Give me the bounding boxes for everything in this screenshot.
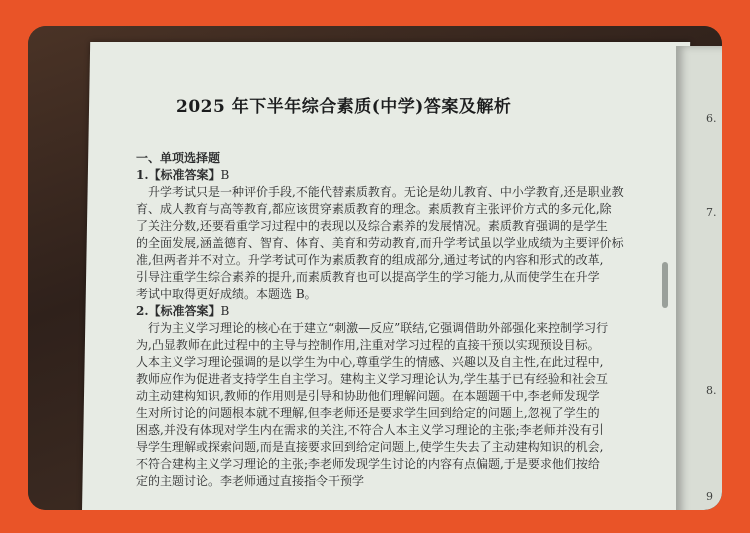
answer-line: 导学生理解或探索问题,而是直接要求回到给定问题上,使学生失去了主动建构知识的机会, bbox=[136, 440, 604, 454]
answer-label: 【标准答案】 bbox=[148, 304, 221, 318]
answer-line: 困惑,并没有体现对学生内在需求的关注,不符合人本主义学习理论的主张;李老师并没有引 bbox=[136, 423, 604, 437]
side-number: 6. bbox=[706, 112, 717, 125]
question-2-header bbox=[136, 303, 636, 320]
question-number: 2. bbox=[136, 304, 149, 318]
binding-clip bbox=[662, 262, 668, 308]
answer-line: 生对所讨论的问题根本就不理解,但李老师还是要求学生回到给定的问题上,忽视了学生的 bbox=[136, 406, 600, 420]
answer-line: 动主动建构知识,教师的作用则是引导和协助他们理解问题。在本题题干中,李老师发现学 bbox=[136, 389, 600, 403]
side-number: 7. bbox=[706, 206, 717, 219]
answer-line: 准,但两者并不对立。升学考试可作为素质教育的组成部分,通过考试的内容和形式的改革, bbox=[136, 253, 604, 267]
answer-line: 考试中取得更好成绩。本题选 B。 bbox=[136, 287, 317, 301]
answer-line: 为,凸显教师在此过程中的主导与控制作用,注重对学习过程的直接干预以实现预设目标。 bbox=[136, 338, 600, 352]
question-1-header bbox=[136, 167, 636, 184]
answer-line: 升学考试只是一种评价手段,不能代替素质教育。无论是幼儿教育、中小学教育,还是职业教 bbox=[148, 185, 624, 199]
side-number: 9 bbox=[706, 490, 713, 503]
answer-line: 育、成人教育与高等教育,都应该贯穿素质教育的理念。素质教育主张评价方式的多元化,除 bbox=[136, 202, 612, 216]
answer-line: 定的主题讨论。李老师通过直接指令干预学 bbox=[136, 474, 365, 488]
answer-line: 教师应作为促进者支持学生自主学习。建构主义学习理论认为,学生基于已有经验和社会互 bbox=[136, 372, 608, 386]
question-number: 1. bbox=[136, 168, 149, 182]
answer-line: 引导注重学生综合素养的提升,而素质教育也可以提高学生的学习能力,从而使学生在升学 bbox=[136, 270, 600, 284]
section-heading: 一、单项选择题 bbox=[136, 151, 221, 165]
side-number: 8. bbox=[706, 384, 717, 397]
answer-value: B bbox=[220, 304, 230, 318]
answer-line: 人本主义学习理论强调的是以学生为中心,尊重学生的情感、兴趣以及自主性,在此过程中, bbox=[136, 355, 604, 369]
answer-line: 的全面发展,涵盖德育、智育、体育、美育和劳动教育,而升学考试虽以学业成绩为主要评价标 bbox=[136, 236, 624, 250]
answer-value: B bbox=[220, 168, 230, 182]
answer-body bbox=[136, 150, 636, 490]
answer-line: 行为主义学习理论的核心在于建立“刺激—反应”联结,它强调借助外部强化来控制学习行 bbox=[148, 321, 609, 335]
answer-line: 不符合建构主义学习理论的主张;李老师发现学生讨论的内容有点偏题,于是要求他们按给 bbox=[136, 457, 600, 471]
page-title: 2025 年下半年综合素质(中学)答案及解析 bbox=[176, 97, 512, 117]
answer-label: 【标准答案】 bbox=[148, 168, 221, 182]
answer-line: 了关注分数,还要看重学习过程中的表现以及综合素养的发展情况。素质教育强调的是学生 bbox=[136, 219, 608, 233]
